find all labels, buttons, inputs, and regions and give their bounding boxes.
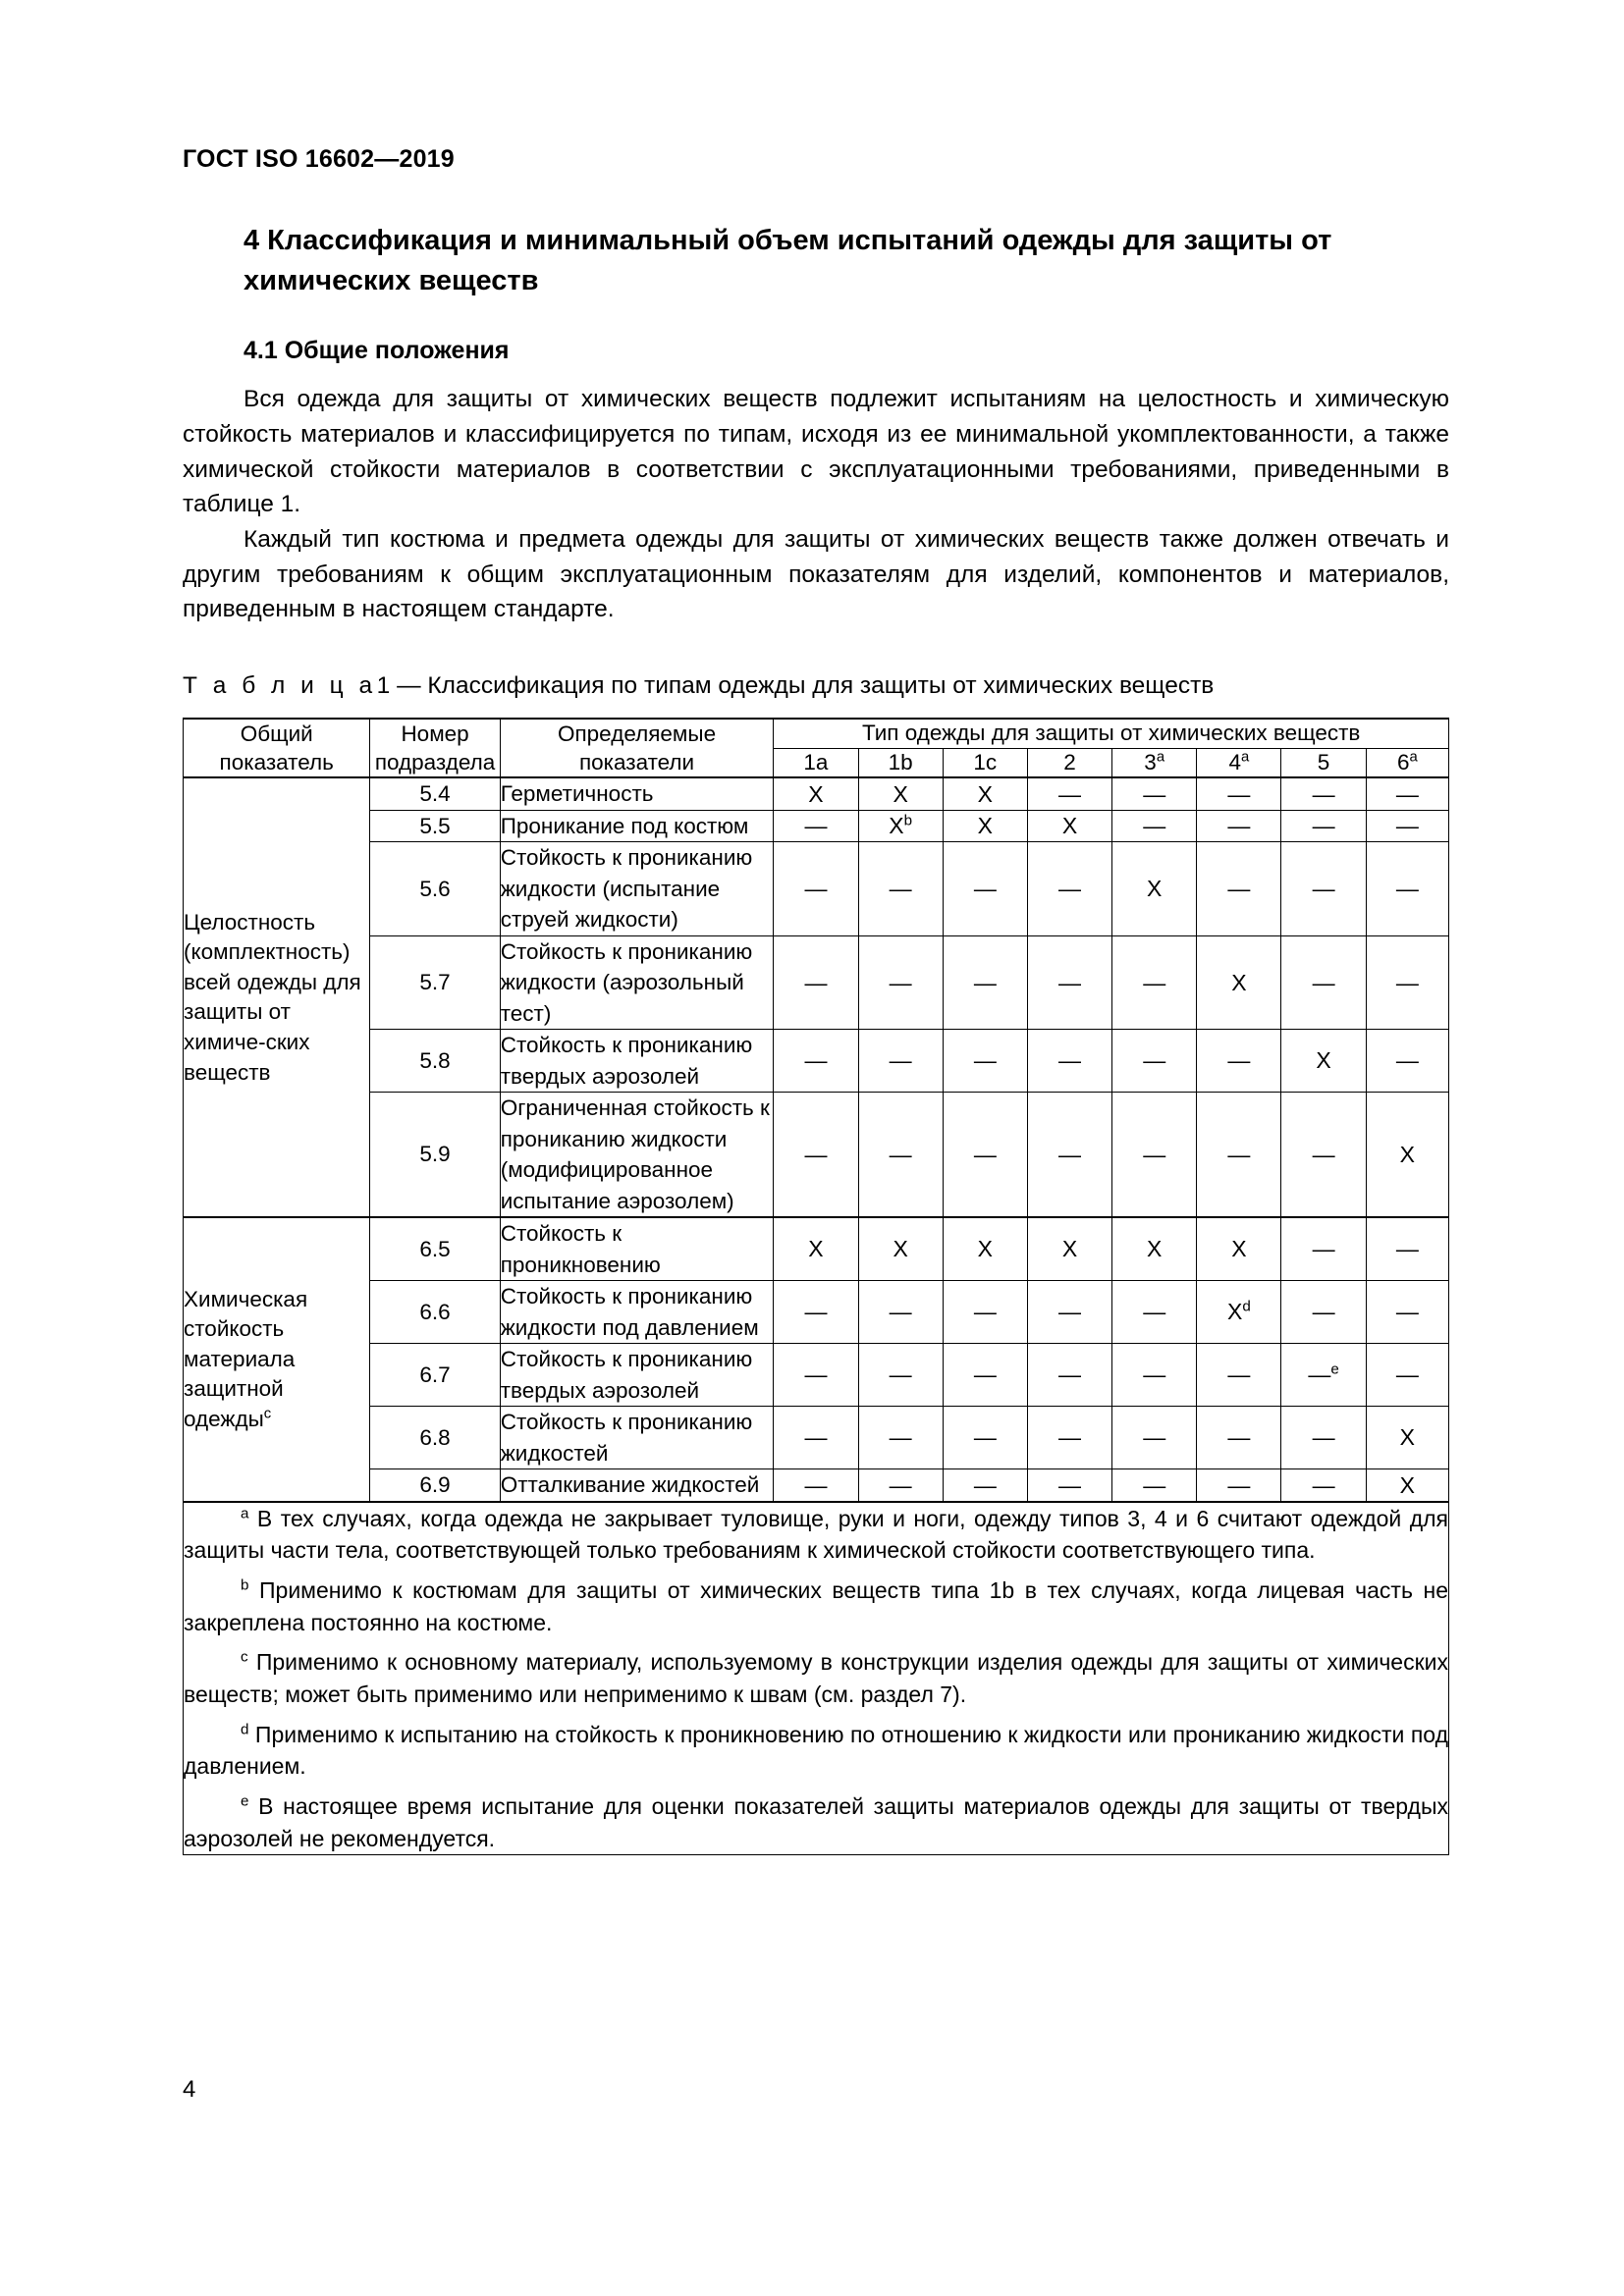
row-number: 6.8 <box>370 1407 500 1469</box>
mark-1c: X <box>943 1217 1027 1281</box>
mark-5: — <box>1281 1469 1366 1502</box>
mark-5: — <box>1281 935 1366 1030</box>
mark-1a: — <box>774 1344 858 1407</box>
table-head <box>184 719 1449 778</box>
footnote-a: $^a$ В тех случаях, когда одежда не закрывает туловище, руки и ноги, одежду типов 3, 4 и 6 считают одеждой для защиты части тела, соответствующей только требованиям к химической стойкости соответствующего типа. <box>184 1505 1449 1564</box>
mark-1b: — <box>858 1469 943 1502</box>
header-clothing-type-group: Тип одежды для защиты от химических веществ <box>774 719 1449 748</box>
header-subsection-number-line1: Номер <box>401 721 469 746</box>
mark-2: — <box>1027 935 1111 1030</box>
mark-1b: — <box>858 1344 943 1407</box>
row-parameter: Отталкивание жидкостей <box>500 1469 774 1502</box>
row-parameter: Стойкость к прониканию жидкостей <box>500 1407 774 1469</box>
row-parameter: Стойкость к прониканию жидкости (испытание струей жидкости) <box>500 842 774 936</box>
paragraph-2: Каждый тип костюма и предмета одежды для защиты от химических веществ также должен отвечать и другим требованиям к общим эксплуатационным показателям для изделий, компонентов и материалов, приведенным в настоящем стандарте. <box>183 525 1449 623</box>
page-title: 4 Классификация и минимальный объем испытаний одежды для защиты от химических веществ <box>244 225 1332 297</box>
mark-1b: $X^b$ <box>858 810 943 842</box>
mark-4: — <box>1197 1469 1281 1502</box>
mark-2: — <box>1027 1344 1111 1407</box>
mark-3: — <box>1112 1281 1197 1344</box>
mark-6: — <box>1366 1217 1448 1281</box>
header-type-1b: 1b <box>858 748 943 777</box>
mark-1c: — <box>943 935 1027 1030</box>
mark-6: — <box>1366 777 1448 810</box>
mark-2: — <box>1027 1281 1111 1344</box>
mark-5: — <box>1281 777 1366 810</box>
table-row <box>184 1407 1449 1469</box>
mark-3: — <box>1112 810 1197 842</box>
row-number: 6.5 <box>370 1217 500 1281</box>
mark-1a: — <box>774 842 858 936</box>
mark-5: — <box>1281 810 1366 842</box>
mark-5: — <box>1281 842 1366 936</box>
mark-1a: — <box>774 1407 858 1469</box>
group-indicator-integrity: Целостность (комплектность) всей одежды для защиты от химиче-ских веществ <box>184 777 370 1217</box>
mark-1b: — <box>858 935 943 1030</box>
mark-1a: X <box>774 777 858 810</box>
mark-1a: — <box>774 1030 858 1093</box>
row-parameter: Стойкость к проникновению <box>500 1217 774 1281</box>
mark-1b: X <box>858 777 943 810</box>
mark-1b: X <box>858 1217 943 1281</box>
header-general-indicator: Общий показатель <box>184 719 370 778</box>
mark-1c: X <box>943 810 1027 842</box>
mark-5: X <box>1281 1030 1366 1093</box>
mark-3: X <box>1112 1217 1197 1281</box>
mark-6: X <box>1366 1093 1448 1218</box>
mark-2: — <box>1027 1469 1111 1502</box>
table-header-row-1 <box>184 719 1449 748</box>
footnote-d: $^d$ Применимо к испытанию на стойкость к проникновению по отношению к жидкости или прониканию жидкости под давлением. <box>184 1721 1449 1780</box>
mark-3: — <box>1112 1469 1197 1502</box>
header-type-5: 5 <box>1281 748 1366 777</box>
subsection-title: 4.1 Общие положения <box>244 337 510 365</box>
mark-4: X <box>1197 1217 1281 1281</box>
group-indicator-chemical-resistance: Химическая стойкость материала защитной одежды$^c$ <box>184 1217 370 1502</box>
mark-4: $X^d$ <box>1197 1281 1281 1344</box>
row-number: 5.7 <box>370 935 500 1030</box>
classification-table <box>183 718 1449 1856</box>
mark-2: — <box>1027 1093 1111 1218</box>
footnote-b: $^b$ Применимо к костюмам для защиты от химических веществ типа 1b в тех случаях, когда лицевая часть не закреплена постоянно на костюме. <box>184 1576 1448 1635</box>
header-subsection-number-line2: подраздела <box>374 750 496 775</box>
mark-6: — <box>1366 810 1448 842</box>
header-subsection-number <box>370 719 500 778</box>
mark-4: X <box>1197 935 1281 1030</box>
table-row <box>184 1281 1449 1344</box>
mark-6: — <box>1366 1281 1448 1344</box>
table-row <box>184 1093 1449 1218</box>
mark-3: — <box>1112 935 1197 1030</box>
mark-2: — <box>1027 777 1111 810</box>
mark-1a: — <box>774 935 858 1030</box>
mark-3: — <box>1112 1407 1197 1469</box>
mark-1b: — <box>858 1093 943 1218</box>
mark-4: — <box>1197 1344 1281 1407</box>
mark-6: X <box>1366 1407 1448 1469</box>
mark-1a: — <box>774 1469 858 1502</box>
mark-5: —$^e$ <box>1281 1344 1366 1407</box>
mark-1a: X <box>774 1217 858 1281</box>
table-footnotes <box>184 1502 1449 1855</box>
row-number: 6.9 <box>370 1469 500 1502</box>
mark-1c: — <box>943 842 1027 936</box>
mark-1c: — <box>943 1469 1027 1502</box>
mark-1c: — <box>943 1093 1027 1218</box>
mark-5: — <box>1281 1281 1366 1344</box>
row-parameter: Стойкость к прониканию жидкости под давлением <box>500 1281 774 1344</box>
mark-5: — <box>1281 1217 1366 1281</box>
mark-6: — <box>1366 1344 1448 1407</box>
table-row <box>184 1030 1449 1093</box>
row-number: 5.9 <box>370 1093 500 1218</box>
header-type-4: 4$^a$ <box>1197 748 1281 777</box>
mark-5: — <box>1281 1407 1366 1469</box>
row-parameter: Герметичность <box>500 777 774 810</box>
mark-1c: — <box>943 1030 1027 1093</box>
mark-1a: — <box>774 1093 858 1218</box>
row-number: 5.5 <box>370 810 500 842</box>
mark-1c: — <box>943 1407 1027 1469</box>
header-type-1a: 1a <box>774 748 858 777</box>
header-type-1c: 1c <box>943 748 1027 777</box>
page-content <box>183 221 1449 1855</box>
row-parameter: Стойкость к прониканию твердых аэрозолей <box>500 1344 774 1407</box>
mark-4: — <box>1197 842 1281 936</box>
mark-4: — <box>1197 1407 1281 1469</box>
mark-1c: X <box>943 777 1027 810</box>
mark-4: — <box>1197 810 1281 842</box>
table-caption <box>183 672 1449 700</box>
mark-6: — <box>1366 842 1448 936</box>
mark-1b: — <box>858 1281 943 1344</box>
header-type-3: 3$^a$ <box>1112 748 1197 777</box>
mark-5: — <box>1281 1093 1366 1218</box>
mark-3: — <box>1112 1093 1197 1218</box>
table-row <box>184 1469 1449 1502</box>
table-footnotes-row <box>184 1502 1449 1855</box>
mark-3: X <box>1112 842 1197 936</box>
row-parameter: Проникание под костюм <box>500 810 774 842</box>
table-caption-number: 1 <box>376 671 391 699</box>
mark-4: — <box>1197 1030 1281 1093</box>
table-caption-dash: — <box>397 671 421 699</box>
footnote-c: $^c$ Применимо к основному материалу, используемому в конструкции изделия одежды для защиты от химических веществ; может быть применимо или неприменимо к швам (см. раздел 7). <box>184 1648 1449 1708</box>
table-caption-text: Классификация по типам одежды для защиты от химических веществ <box>427 671 1215 699</box>
table-row <box>184 842 1449 936</box>
mark-2: X <box>1027 810 1111 842</box>
table-row <box>184 777 1449 810</box>
mark-6: — <box>1366 1030 1448 1093</box>
running-head: ГОСТ ISO 16602—2019 <box>183 145 455 173</box>
mark-1b: — <box>858 1030 943 1093</box>
table-row <box>184 810 1449 842</box>
row-parameter: Ограниченная стойкость к прониканию жидкости (модифицированное испытание аэрозолем) <box>500 1093 774 1218</box>
mark-2: X <box>1027 1217 1111 1281</box>
mark-6: X <box>1366 1469 1448 1502</box>
mark-1a: — <box>774 1281 858 1344</box>
mark-1c: — <box>943 1344 1027 1407</box>
mark-2: — <box>1027 1407 1111 1469</box>
row-number: 6.7 <box>370 1344 500 1407</box>
mark-3: — <box>1112 1030 1197 1093</box>
table-row <box>184 1217 1449 1281</box>
mark-4: — <box>1197 777 1281 810</box>
mark-6: — <box>1366 935 1448 1030</box>
mark-2: — <box>1027 842 1111 936</box>
header-measured-parameters: Определяемые показатели <box>500 719 774 778</box>
row-parameter: Стойкость к прониканию жидкости (аэрозольный тест) <box>500 935 774 1030</box>
row-number: 5.4 <box>370 777 500 810</box>
mark-1a: — <box>774 810 858 842</box>
row-number: 6.6 <box>370 1281 500 1344</box>
mark-1c: — <box>943 1281 1027 1344</box>
footnote-e: $^e$ В настоящее время испытание для оценки показателей защиты материалов одежды для защиты от твердых аэрозолей не рекомендуется. <box>184 1792 1448 1851</box>
mark-3: — <box>1112 1344 1197 1407</box>
paragraph-1: Вся одежда для защиты от химических веществ подлежит испытаниям на целостность и химическую стойкость материалов и классифицируется по типам, исходя из ее минимальной укомплектованности, а также химической стойкости материалов в соответствии с эксплуатационными требованиями, приведенными в таблице 1. <box>183 386 1449 518</box>
mark-4: — <box>1197 1093 1281 1218</box>
row-parameter: Стойкость к прониканию твердых аэрозолей <box>500 1030 774 1093</box>
table-row <box>184 1344 1449 1407</box>
table-body <box>184 777 1449 1855</box>
header-type-2: 2 <box>1027 748 1111 777</box>
header-type-6: 6$^a$ <box>1366 748 1448 777</box>
table-caption-label: Т а б л и ц а <box>183 671 377 699</box>
mark-2: — <box>1027 1030 1111 1093</box>
row-number: 5.6 <box>370 842 500 936</box>
mark-1b: — <box>858 842 943 936</box>
mark-3: — <box>1112 777 1197 810</box>
page-number: 4 <box>183 2076 196 2103</box>
mark-1b: — <box>858 1407 943 1469</box>
table-row <box>184 935 1449 1030</box>
row-number: 5.8 <box>370 1030 500 1093</box>
